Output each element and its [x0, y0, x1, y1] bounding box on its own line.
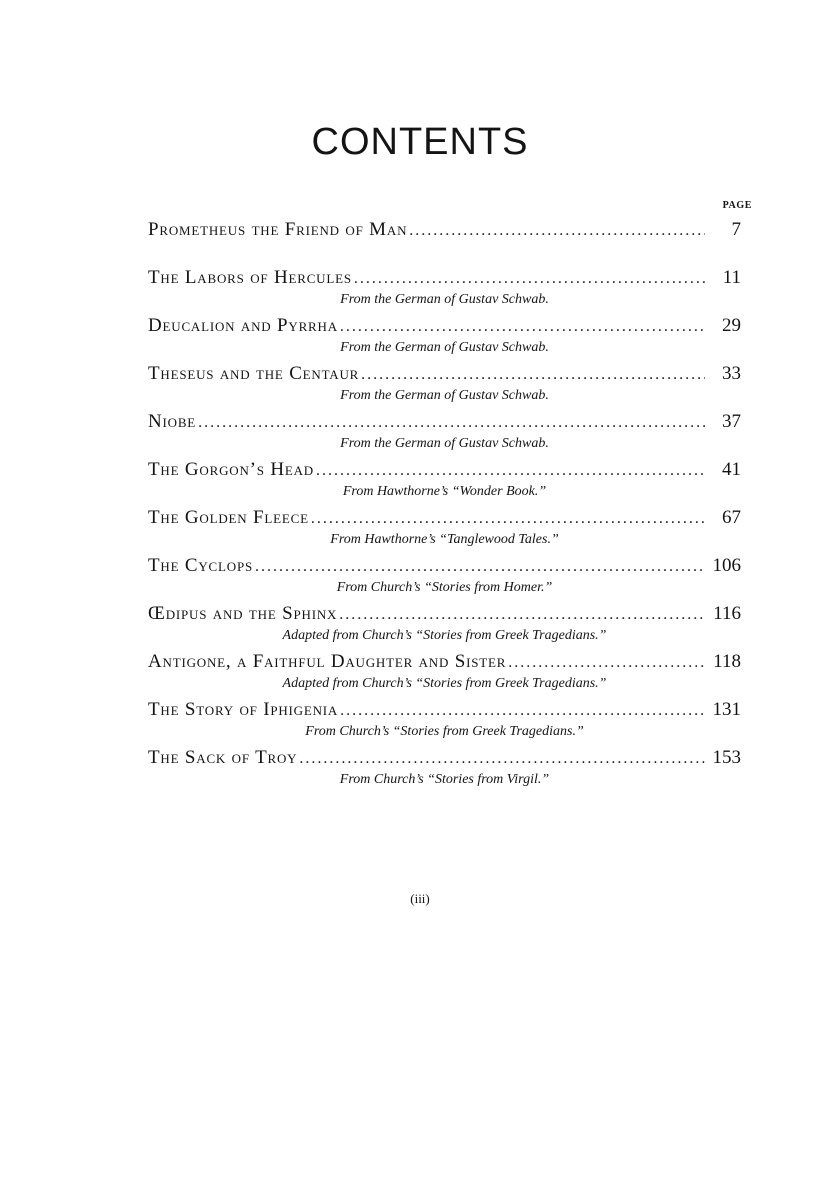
contents-entry [148, 650, 741, 698]
dot-leader [316, 459, 705, 482]
entry-title: The Golden Fleece [148, 507, 309, 528]
dot-leader [508, 651, 705, 674]
contents-list [148, 218, 741, 794]
entry-title: Antigone, a Faithful Daughter and Sister [148, 651, 507, 672]
entry-page-number: 116 [713, 603, 741, 624]
dot-leader [299, 747, 705, 770]
entry-title: Œdipus and the Sphinx [148, 603, 338, 624]
contents-entry [148, 506, 741, 554]
entry-source: From Hawthorne’s “Wonder Book.” [342, 484, 547, 499]
entry-page-number: 11 [722, 267, 741, 288]
contents-entry [148, 458, 741, 506]
dot-leader [339, 603, 705, 626]
contents-entry [148, 410, 741, 458]
entry-page-number: 153 [712, 747, 741, 768]
dot-leader [255, 555, 705, 578]
dot-leader [361, 363, 705, 386]
dot-leader [340, 315, 705, 338]
entry-title: Prometheus the Friend of Man [148, 219, 408, 240]
entry-source: From the German of Gustav Schwab. [340, 340, 549, 355]
entry-title: Theseus and the Centaur [148, 363, 360, 384]
contents-entry [148, 602, 741, 650]
page-folio: (iii) [410, 891, 430, 906]
entry-page-number: 106 [712, 555, 741, 576]
dot-leader [409, 219, 705, 242]
entry-title: The Cyclops [148, 555, 254, 576]
entry-page-number: 29 [722, 315, 741, 336]
dot-leader [340, 699, 705, 722]
contents-entry [148, 314, 741, 362]
entry-source: From Hawthorne’s “Tanglewood Tales.” [330, 532, 559, 547]
entry-title: The Sack of Troy [148, 747, 298, 768]
entry-source: Adapted from Church’s “Stories from Greek Tragedians.” [282, 676, 607, 691]
entry-source: From the German of Gustav Schwab. [340, 292, 549, 307]
contents-entry [148, 698, 741, 746]
contents-entry [148, 218, 741, 266]
entry-page-number: 33 [722, 363, 741, 384]
entry-page-number: 118 [713, 651, 741, 672]
contents-entry [148, 362, 741, 410]
entry-title: The Story of Iphigenia [148, 699, 339, 720]
dot-leader [354, 267, 705, 290]
page-title: CONTENTS [311, 121, 529, 163]
page-column-label: PAGE [722, 200, 752, 211]
dot-leader [198, 411, 705, 434]
contents-entry [148, 266, 741, 314]
entry-title: Niobe [148, 411, 197, 432]
contents-entry [148, 554, 741, 602]
entry-page-number: 7 [731, 219, 741, 240]
entry-title: The Gorgon’s Head [148, 459, 314, 480]
entry-source: From the German of Gustav Schwab. [340, 436, 549, 451]
entry-page-number: 41 [722, 459, 741, 480]
dot-leader [311, 507, 705, 530]
entry-page-number: 37 [722, 411, 741, 432]
entry-source: Adapted from Church’s “Stories from Greek Tragedians.” [282, 628, 607, 643]
entry-page-number: 67 [722, 507, 741, 528]
entry-title: Deucalion and Pyrrha [148, 315, 338, 336]
entry-source: From Church’s “Stories from Greek Tragedians.” [305, 724, 584, 739]
entry-source: From Church’s “Stories from Homer.” [336, 580, 553, 595]
entry-page-number: 131 [712, 699, 741, 720]
entry-source: From Church’s “Stories from Virgil.” [339, 772, 550, 787]
entry-source: From the German of Gustav Schwab. [340, 388, 549, 403]
contents-entry [148, 746, 741, 794]
entry-title: The Labors of Hercules [148, 267, 352, 288]
